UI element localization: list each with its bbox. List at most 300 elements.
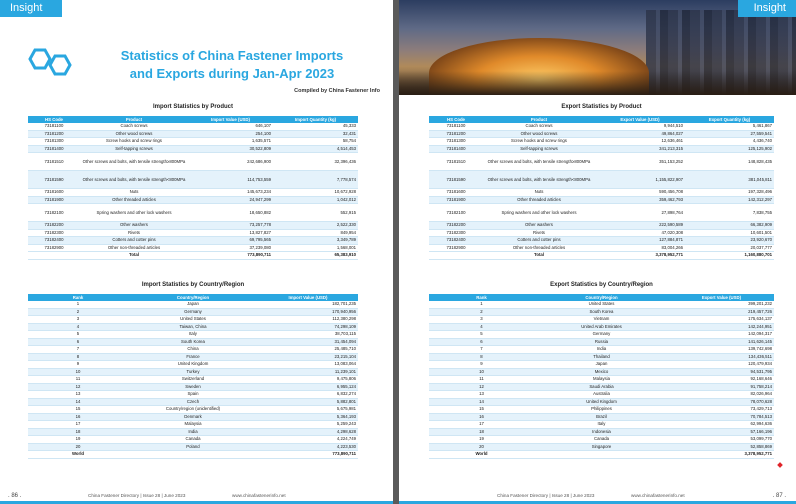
col-header: Import Value (USD) [258,294,358,301]
table-cell: 5,461,867 [685,123,774,130]
import-product-title: Import Statistics by Product [152,104,233,110]
table-cell: 170,940,956 [258,308,358,316]
table-row [429,196,774,204]
diamond-marker-icon [777,462,783,468]
table-cell: South Korea [128,338,258,346]
table-cell: 7 [28,346,128,354]
table-cell: 73181100 [429,123,483,130]
table-cell: Spring washers and other lock washers [483,204,595,222]
table-cell: 69,795,565 [188,237,273,245]
table-cell: 4,514,453 [273,145,358,153]
table-row [429,406,774,414]
table-cell: 6 [28,338,128,346]
table-cell: 5,259,243 [258,421,358,429]
table-cell: Taiwan, China [128,323,258,331]
table-cell: Other non-threaded articles [483,244,595,252]
table-cell: 3,349,789 [273,237,358,245]
table-cell: 5 [28,331,128,339]
footer-publication: China Fastener Directory | Issue 28 | June 2023 [497,493,595,498]
table-cell: 16 [429,413,534,421]
table-cell: 222,590,589 [595,222,685,230]
section-tab: Insight [738,0,796,17]
table-cell: 73181510 [429,153,483,171]
table-cell: 52,858,869 [669,443,774,451]
footer-url: www.chinafastenerinfo.net [232,493,286,498]
table-cell: 73182900 [28,244,80,252]
table-cell: 10,601,501 [685,229,774,237]
table-row [429,316,774,324]
table-cell: Mexico [534,368,669,376]
col-header: Export Value (USD) [595,116,685,123]
table-cell: 4,223,530 [258,443,358,451]
table-cell: 73182200 [28,222,80,230]
export-country-table [429,294,774,459]
table-cell: 24,947,299 [188,196,273,204]
table-cell: Singapore [534,443,669,451]
col-header: Import Quantity (kg) [273,116,358,123]
table-cell: 58,754 [273,138,358,146]
table-cell: 14 [28,398,128,406]
total-value: 3,378,952,771 [669,451,774,459]
table-row [28,338,358,346]
table-row [28,353,358,361]
table-cell: Japan [128,301,258,308]
table-cell: 92,168,646 [669,376,774,384]
table-cell: 590,456,708 [595,189,685,197]
table-cell: 73181400 [28,145,80,153]
table-cell: 73181300 [429,138,483,146]
table-cell: Other non-threaded articles [80,244,188,252]
table-cell: 20 [429,443,534,451]
table-cell: 2 [429,308,534,316]
table-row [429,323,774,331]
table-cell: Italy [128,331,258,339]
section-tab: Insight [0,0,62,17]
table-row [28,130,358,138]
col-header: Country/Region [534,294,669,301]
table-row [429,376,774,384]
table-cell: Czech [128,398,258,406]
table-cell: 13,827,827 [188,229,273,237]
table-cell: 49,864,027 [595,130,685,138]
table-cell: 15 [429,406,534,414]
table-cell: 4 [429,323,534,331]
table-cell: 197,328,496 [685,189,774,197]
table-cell: 73182100 [28,204,80,222]
table-cell: Other threaded articles [80,196,188,204]
table-cell: 37,239,080 [188,244,273,252]
table-cell: 1,635,571 [188,138,273,146]
table-cell: Vietnam [534,316,669,324]
table-cell: 11 [28,376,128,384]
table-cell: 3 [429,316,534,324]
table-row [28,436,358,444]
table-cell: 17 [28,421,128,429]
table-cell: 73181600 [28,189,80,197]
table-cell: 139,742,698 [669,346,774,354]
col-header: HS Code [429,116,483,123]
export-country-title: Export Statistics by Country/Region [550,282,653,288]
table-row [28,123,358,130]
table-cell: 8 [28,353,128,361]
table-cell: Indonesia [534,428,669,436]
table-row [28,368,358,376]
table-cell: 19 [28,436,128,444]
compiled-by: Compiled by China Fastener Info [294,88,380,94]
table-cell: 7 [429,346,534,354]
table-cell: 2 [28,308,128,316]
export-product-title: Export Statistics by Product [561,104,642,110]
table-cell: 114,753,559 [188,171,273,189]
table-cell: 73181510 [28,153,80,171]
table-row [28,145,358,153]
table-cell: 47,020,308 [595,229,685,237]
table-row [28,229,358,237]
table-cell: 646,107 [188,123,273,130]
title-line-1: Statistics of China Fastener Imports [120,48,344,63]
table-cell: 849,954 [273,229,358,237]
table-cell: 73181200 [429,130,483,138]
table-cell: 10,672,928 [273,189,358,197]
total-label: World [28,451,128,459]
table-cell: 73181200 [28,130,80,138]
table-row [28,383,358,391]
table-cell: 5,882,801 [258,398,358,406]
col-header: Rank [429,294,534,301]
table-row [429,436,774,444]
table-cell: 125,125,902 [685,145,774,153]
table-row [28,301,358,308]
table-cell: United Kingdom [534,398,669,406]
table-cell: Other screws and bolts, with tensile strength<800MPa [483,171,595,189]
table-cell: 73,257,778 [188,222,273,230]
import-country-table [28,294,358,459]
table-cell: Other threaded articles [483,196,595,204]
table-cell: Other washers [80,222,188,230]
table-cell: 5,675,981 [258,406,358,414]
table-cell: 9 [28,361,128,369]
table-cell: Screw hooks and screw rings [80,138,188,146]
table-cell: 127,884,871 [595,237,685,245]
table-row [429,145,774,153]
table-cell: Canada [534,436,669,444]
table-row [28,204,358,222]
total-label: World [429,451,534,459]
table-cell: 141,626,145 [669,338,774,346]
table-cell: 32,431 [273,130,358,138]
col-header: Export Quantity (kg) [685,116,774,123]
table-cell: 30,522,809 [188,145,273,153]
table-cell: 8 [429,353,534,361]
table-cell: Poland [128,443,258,451]
table-cell: 9,475,806 [258,376,358,384]
table-cell: 175,634,137 [669,316,774,324]
table-cell: 6,955,124 [258,383,358,391]
table-row [429,229,774,237]
table-cell: 16 [28,413,128,421]
table-cell: Rivets [483,229,595,237]
table-row [28,153,358,171]
table-row [429,443,774,451]
table-cell: 12 [429,383,534,391]
table-cell: 134,436,511 [669,353,774,361]
table-cell: 73181590 [28,171,80,189]
table-cell: South Korea [534,308,669,316]
table-cell: 38,703,115 [258,331,358,339]
table-cell: 74,298,109 [258,323,358,331]
table-cell: Other screws and bolts, with tensile strength<800MPa [80,171,188,189]
table-row [429,189,774,197]
table-row [429,301,774,308]
table-cell: 359,462,793 [595,196,685,204]
table-cell: France [128,353,258,361]
table-cell: 19 [429,436,534,444]
table-cell: 57,166,196 [669,428,774,436]
table-cell: 552,915 [273,204,358,222]
table-row [429,153,774,171]
page-number: . 86 . [8,493,22,499]
table-row [429,428,774,436]
table-row [28,171,358,189]
table-cell: 73182300 [429,229,483,237]
table-cell: China [128,346,258,354]
right-page [399,0,796,504]
table-cell: 4,298,628 [258,428,358,436]
table-cell: 112,380,298 [258,316,358,324]
table-cell: Malaysia [128,421,258,429]
table-cell: 73181900 [28,196,80,204]
title-line-2: and Exports during Jan-Apr 2023 [129,66,335,81]
table-cell: 73182400 [429,237,483,245]
col-header: Product [483,116,595,123]
table-row [28,196,358,204]
table-cell: Screw hooks and screw rings [483,138,595,146]
footer-url: www.chinafastenerinfo.net [631,493,685,498]
table-row [429,204,774,222]
table-cell: 17 [429,421,534,429]
col-header: Export Value (USD) [669,294,774,301]
table-cell: 83,004,266 [595,244,685,252]
table-cell: 18 [28,428,128,436]
table-cell: 6,832,274 [258,391,358,399]
table-cell: 27,898,764 [595,204,685,222]
table-cell: United States [128,316,258,324]
table-cell: Canada [128,436,258,444]
table-row [429,398,774,406]
table-cell: Nuts [483,189,595,197]
table-row [28,428,358,436]
table-cell: 73182200 [429,222,483,230]
table-cell: Japan [534,361,669,369]
table-cell: 73182400 [28,237,80,245]
table-row [28,237,358,245]
table-cell: Spring washers and other lock washers [80,204,188,222]
table-cell: 23,215,104 [258,353,358,361]
table-cell: Australia [534,391,669,399]
table-cell: 73181400 [429,145,483,153]
import-country-title: Import Statistics by Country/Region [141,282,245,288]
table-row [429,368,774,376]
stadium-photo [399,0,796,95]
table-cell: 13 [28,391,128,399]
table-row [429,130,774,138]
table-row [28,361,358,369]
table-cell: 242,686,900 [188,153,273,171]
table-cell: 18 [429,428,534,436]
table-cell: 11 [429,376,534,384]
table-cell: 73181100 [28,123,80,130]
table-row [429,244,774,252]
table-cell: 4,436,740 [685,138,774,146]
table-cell: 70,784,513 [669,413,774,421]
table-row [429,237,774,245]
table-cell: 351,153,252 [595,153,685,171]
table-row [429,383,774,391]
table-cell: Self-tapping screws [483,145,595,153]
left-page [0,0,393,504]
table-row [429,138,774,146]
table-cell: 91,758,214 [669,383,774,391]
table-cell: Turkey [128,368,258,376]
page-title [87,47,377,83]
table-cell: 13 [429,391,534,399]
table-row [28,308,358,316]
total-quantity: 65,383,910 [273,252,358,260]
table-cell: Saudi Arabia [534,383,669,391]
table-cell: Thailand [534,353,669,361]
table-cell: Other screws and bolts, with tensile strength≥800MPa [80,153,188,171]
table-cell: 145,673,234 [188,189,273,197]
table-cell: 1 [28,301,128,308]
col-header: Import Value (USD) [188,116,273,123]
total-label: Total [483,252,595,260]
table-cell: 82,026,964 [669,391,774,399]
total-value: 3,378,952,771 [595,252,685,260]
table-cell: Germany [534,331,669,339]
table-cell: 18,650,882 [188,204,273,222]
table-cell: Spain [128,391,258,399]
table-cell: 10 [28,368,128,376]
table-cell: Other washers [483,222,595,230]
table-row [429,391,774,399]
table-cell: 73181600 [429,189,483,197]
total-quantity: 1,160,880,701 [685,252,774,260]
table-cell: 11,239,101 [258,368,358,376]
table-row [429,331,774,339]
table-cell: 1,155,822,907 [595,171,685,189]
table-cell: Germany [128,308,258,316]
total-value: 773,890,711 [188,252,273,260]
table-cell: 31,454,094 [258,338,358,346]
table-row [28,138,358,146]
table-cell: 381,045,811 [685,171,774,189]
table-cell: 1,042,012 [273,196,358,204]
table-cell: 62,994,636 [669,421,774,429]
table-row [429,361,774,369]
col-header: Country/Region [128,294,258,301]
table-cell: 254,100 [188,130,273,138]
table-row [28,331,358,339]
table-cell: 399,201,232 [669,301,774,308]
table-cell: Switzerland [128,376,258,384]
table-cell: 73182300 [28,229,80,237]
table-cell: Denmark [128,413,258,421]
table-cell: 78,070,628 [669,398,774,406]
table-row [28,323,358,331]
table-row [429,353,774,361]
table-cell: Russia [534,338,669,346]
table-row [28,398,358,406]
table-cell: Cotters and cotter pins [80,237,188,245]
table-cell: 73181900 [429,196,483,204]
table-cell: Other wood screws [80,130,188,138]
table-cell: 13,083,064 [258,361,358,369]
table-row [28,443,358,451]
table-cell: United Arab Emirates [534,323,669,331]
table-cell: 25,485,710 [258,346,358,354]
table-cell: 45,333 [273,123,358,130]
table-row [28,406,358,414]
table-cell: 182,701,235 [258,301,358,308]
table-row [429,308,774,316]
table-cell: 7,838,755 [685,204,774,222]
table-cell: 12 [28,383,128,391]
table-row [429,346,774,354]
table-row [28,413,358,421]
table-cell: Malaysia [534,376,669,384]
table-cell: United States [534,301,669,308]
table-cell: 27,559,541 [685,130,774,138]
table-cell: 4 [28,323,128,331]
table-row [28,189,358,197]
photo-shadow [399,71,796,95]
col-header: Product [80,116,188,123]
table-cell: 15 [28,406,128,414]
table-cell: Italy [534,421,669,429]
table-cell: 142,244,951 [669,323,774,331]
table-cell: Cotters and cotter pins [483,237,595,245]
total-label: Total [80,252,188,260]
table-cell: 6 [429,338,534,346]
table-cell: 9,944,510 [595,123,685,130]
table-cell: 2,522,330 [273,222,358,230]
table-cell: India [128,428,258,436]
table-row [429,413,774,421]
table-cell: Coach screws [483,123,595,130]
col-header: Rank [28,294,128,301]
table-cell: 148,828,435 [685,153,774,171]
table-cell: United Kingdom [128,361,258,369]
table-cell: 20 [28,443,128,451]
table-row [429,421,774,429]
table-cell: 341,213,315 [595,145,685,153]
hexagon-logo-icon [25,44,81,80]
table-cell: 73182100 [429,204,483,222]
table-cell: 14 [429,398,534,406]
table-cell: Country/region (unidentified) [128,406,258,414]
table-cell: Brazil [534,413,669,421]
table-cell: 32,396,436 [273,153,358,171]
table-cell: 53,099,770 [669,436,774,444]
table-cell: Nuts [80,189,188,197]
table-cell: Sweden [128,383,258,391]
col-header: HS Code [28,116,80,123]
table-row [28,421,358,429]
import-product-table [28,116,358,260]
table-row [429,123,774,130]
table-cell: 1,568,001 [273,244,358,252]
table-row [28,316,358,324]
